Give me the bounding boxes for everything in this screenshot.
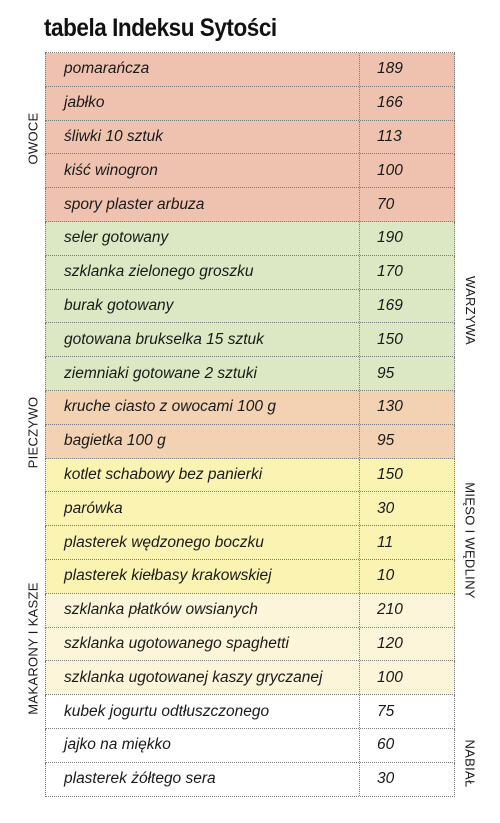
category-label-nabial: NABIAŁ — [462, 738, 478, 788]
food-name-cell: szklanka ugotowanego spaghetti — [46, 628, 360, 661]
table-row — [45, 121, 455, 155]
food-name-cell: kotlet schabowy bez panierki — [46, 459, 360, 492]
food-name-cell: śliwki 10 sztuk — [46, 121, 360, 154]
index-value-cell: 10 — [377, 567, 395, 585]
food-name-cell: parówka — [46, 492, 360, 525]
table-row — [45, 492, 455, 526]
index-value-cell: 30 — [377, 770, 395, 788]
table-row — [45, 661, 455, 695]
table-row — [45, 87, 455, 121]
food-name-cell: szklanka ugotowanej kaszy gryczanej — [46, 661, 360, 694]
table-row — [45, 729, 455, 763]
index-value-cell: 210 — [377, 601, 403, 619]
table-row — [45, 594, 455, 628]
table-row — [45, 222, 455, 256]
table-row — [45, 256, 455, 290]
index-value-cell: 150 — [377, 465, 403, 483]
table-row — [45, 526, 455, 560]
index-value-cell: 60 — [377, 736, 395, 754]
index-value-cell: 189 — [377, 60, 403, 78]
category-label-makarony: MAKARONY I KASZE — [25, 581, 41, 715]
index-value-cell: 100 — [377, 161, 403, 179]
food-name-cell: ziemniaki gotowane 2 sztuki — [46, 357, 360, 390]
index-value-cell: 95 — [377, 364, 395, 382]
food-name-cell: plasterek wędzonego boczku — [46, 526, 360, 559]
index-value-cell: 120 — [377, 634, 403, 652]
index-value-cell: 70 — [377, 195, 395, 213]
table-row — [45, 560, 455, 594]
table-row — [45, 323, 455, 357]
index-value-cell: 150 — [377, 330, 403, 348]
satiety-index-table — [45, 52, 455, 797]
food-name-cell: gotowana brukselka 15 sztuk — [46, 323, 360, 356]
table-row — [45, 357, 455, 391]
table-row — [45, 763, 455, 797]
index-value-cell: 95 — [377, 432, 395, 450]
table-row — [45, 391, 455, 425]
food-name-cell: plasterek żółtego sera — [46, 763, 360, 796]
category-label-owoce: OWOCE — [25, 111, 41, 165]
food-name-cell: kiść winogron — [46, 154, 360, 187]
table-row — [45, 154, 455, 188]
table-row — [45, 188, 455, 222]
category-label-warzywa: WARZYWA — [462, 275, 478, 345]
index-value-cell: 170 — [377, 263, 403, 281]
food-name-cell: kruche ciasto z owocami 100 g — [46, 391, 360, 424]
index-value-cell: 190 — [377, 229, 403, 247]
food-name-cell: szklanka zielonego groszku — [46, 256, 360, 289]
index-value-cell: 30 — [377, 499, 395, 517]
food-name-cell: burak gotowany — [46, 290, 360, 323]
index-value-cell: 113 — [377, 127, 402, 145]
food-name-cell: kubek jogurtu odtłuszczonego — [46, 695, 360, 728]
food-name-cell: bagietka 100 g — [46, 425, 360, 458]
category-label-mieso: MIĘSO I WĘDLINY — [462, 481, 478, 599]
category-label-pieczywo: PIECZYWO — [25, 396, 41, 468]
food-name-cell: szklanka płatków owsianych — [46, 594, 360, 627]
table-row — [45, 425, 455, 459]
index-value-cell: 166 — [377, 94, 403, 112]
food-name-cell: jabłko — [46, 87, 360, 120]
food-name-cell: seler gotowany — [46, 222, 360, 255]
table-row — [45, 459, 455, 493]
food-name-cell: jajko na miękko — [46, 729, 360, 762]
food-name-cell: pomarańcza — [46, 53, 360, 86]
table-row — [45, 628, 455, 662]
index-value-cell: 75 — [377, 702, 395, 720]
table-row — [45, 695, 455, 729]
food-name-cell: spory plaster arbuza — [46, 188, 360, 221]
food-name-cell: plasterek kiełbasy krakowskiej — [46, 560, 360, 593]
index-value-cell: 100 — [377, 668, 403, 686]
index-value-cell: 130 — [377, 398, 403, 416]
page-title: tabela Indeksu Sytości — [44, 14, 277, 42]
table-row — [45, 290, 455, 324]
index-value-cell: 11 — [377, 533, 394, 551]
table-row — [45, 53, 455, 87]
index-value-cell: 169 — [377, 296, 403, 314]
